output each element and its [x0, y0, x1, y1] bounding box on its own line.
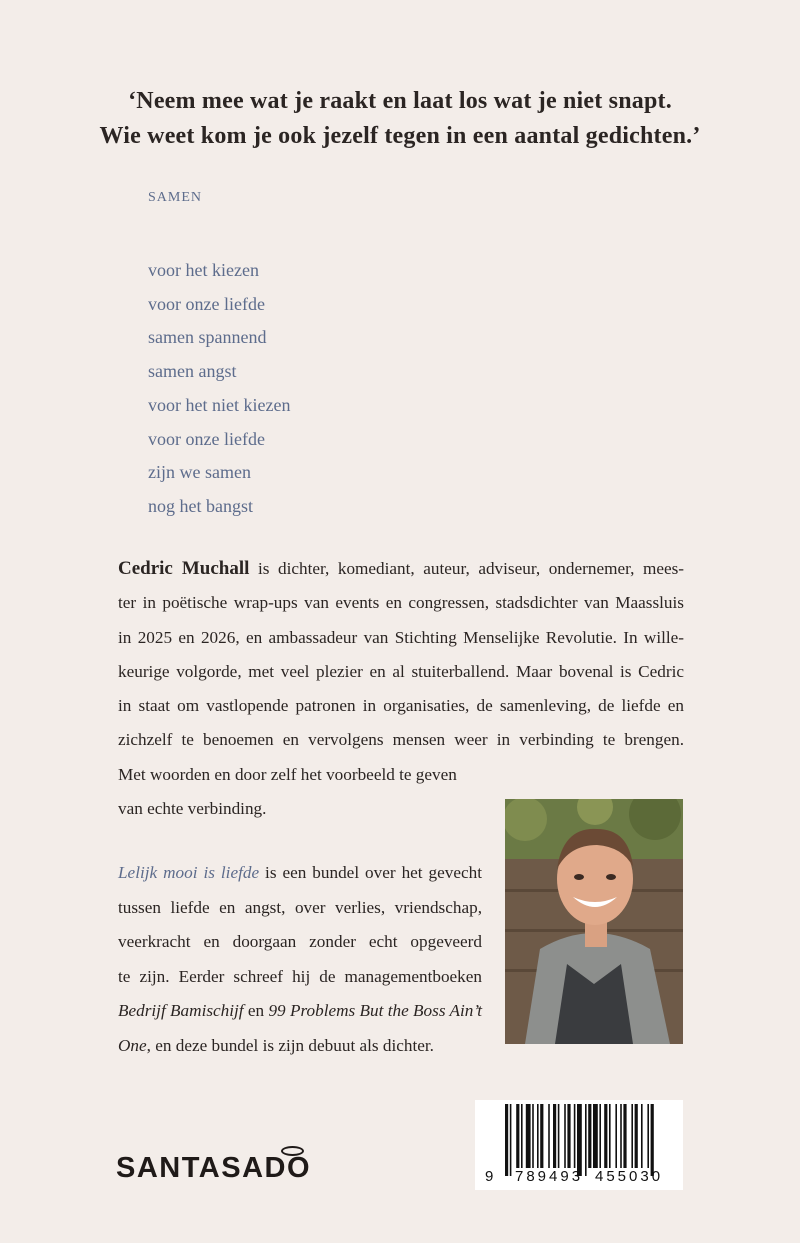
- barcode-bar: [651, 1104, 654, 1176]
- barcode-bar: [574, 1104, 576, 1168]
- barcode-bar: [521, 1104, 523, 1168]
- barcode-bar: [510, 1104, 512, 1176]
- barcode-bar: [540, 1104, 543, 1168]
- barcode-bar: [641, 1104, 643, 1168]
- barcode-bar: [585, 1104, 587, 1176]
- poem-line: samen angst: [148, 361, 237, 382]
- book-ref-1: Bedrijf Bamischijf: [118, 1001, 244, 1020]
- book-description: [118, 856, 482, 1063]
- barcode-bar: [588, 1104, 591, 1168]
- poem-line: voor onze liefde: [148, 293, 265, 314]
- barcode-bar: [620, 1104, 622, 1168]
- barcode-first-digit: 9: [485, 1168, 494, 1185]
- book-line: One, en deze bundel is zijn debuut als dichter.: [118, 1035, 434, 1055]
- barcode-bar: [558, 1104, 560, 1168]
- author-name: Cedric Muchall: [118, 558, 250, 579]
- barcode-bar: [532, 1104, 534, 1168]
- author-bio: [118, 552, 684, 826]
- poem: [148, 254, 290, 524]
- barcode-bar: [599, 1104, 601, 1168]
- author-photo: [505, 799, 683, 1044]
- barcode-bar: [635, 1104, 638, 1168]
- bio-line: Met woorden en door zelf het voorbeeld te geven: [118, 764, 457, 784]
- bio-line: Cedric Muchall is dichter, komediant, auteur, adviseur, ondernemer, mees-: [118, 558, 684, 579]
- barcode-bar: [537, 1104, 539, 1168]
- book-title: Lelijk mooi is liefde: [118, 863, 260, 882]
- poem-line: voor onze liefde: [148, 428, 265, 449]
- author-portrait-illustration: [505, 799, 683, 1044]
- bio-line: keurige volgorde, met veel plezier en al stuiterballend. Maar bovenal is Cedric: [118, 661, 684, 681]
- book-line: te zijn. Eerder schreef hij de managementboeken: [118, 966, 482, 986]
- poem-line: zijn we samen: [148, 462, 251, 483]
- barcode-bar: [564, 1104, 566, 1168]
- bio-line: in 2025 en 2026, en ambassadeur van Stichting Menselijke Revolutie. In wille-: [118, 627, 684, 647]
- barcode-bar: [577, 1104, 582, 1176]
- barcode-left-digits: 789493: [515, 1168, 584, 1185]
- barcode-bar: [548, 1104, 550, 1168]
- back-cover-quote: [0, 84, 800, 154]
- book-line: Lelijk mooi is liefde is een bundel over het gevecht: [118, 863, 482, 882]
- barcode-bar: [647, 1104, 649, 1168]
- poem-line: voor het niet kiezen: [148, 394, 291, 415]
- bio-line: zichzelf te benoemen en vervolgens mensen weer in verbinding te brengen.: [118, 730, 684, 750]
- halo-icon: [281, 1146, 304, 1156]
- bio-line: in staat om vastlopende patronen in organisaties, de samenleving, de liefde en: [118, 696, 684, 716]
- publisher-logo: SANTASADO: [116, 1152, 312, 1184]
- barcode-bar: [631, 1104, 633, 1168]
- barcode-bar: [567, 1104, 570, 1168]
- book-ref-2-end: One: [118, 1035, 147, 1055]
- quote-line-2: Wie weet kom je ook jezelf tegen in een aantal gedichten.’: [99, 123, 701, 149]
- poem-title: SAMEN: [148, 190, 203, 205]
- quote-line-1: ‘Neem mee wat je raakt en laat los wat je niet snapt.: [128, 88, 672, 114]
- barcode-bar: [553, 1104, 556, 1168]
- bio-line: van echte verbinding.: [118, 799, 267, 819]
- poem-line: voor het kiezen: [148, 260, 259, 280]
- barcode-right-digits: 455030: [595, 1168, 664, 1185]
- barcode-bar: [526, 1104, 531, 1168]
- book-ref-2: 99 Problems But the Boss Ain’t: [268, 1001, 482, 1020]
- book-line: veerkracht en doorgaan zonder echt opgeveerd: [118, 932, 482, 951]
- bio-line: ter in poëtische wrap-ups van events en congressen, stadsdichter van Maassluis: [118, 593, 684, 613]
- poem-line: nog het bangst: [148, 495, 253, 516]
- book-line: Bedrijf Bamischijf en 99 Problems But the Boss Ain’t: [118, 1001, 482, 1020]
- barcode-bar: [604, 1104, 607, 1168]
- barcode-bar: [505, 1104, 508, 1176]
- barcode-bar: [609, 1104, 611, 1168]
- poem-line: samen spannend: [148, 327, 267, 348]
- barcode-bar: [593, 1104, 598, 1168]
- barcode-bar: [623, 1104, 626, 1168]
- isbn-barcode: [475, 1100, 683, 1190]
- book-line: tussen liefde en angst, over verlies, vriendschap,: [118, 897, 482, 917]
- barcode-bar: [615, 1104, 617, 1168]
- barcode-bar: [516, 1104, 519, 1168]
